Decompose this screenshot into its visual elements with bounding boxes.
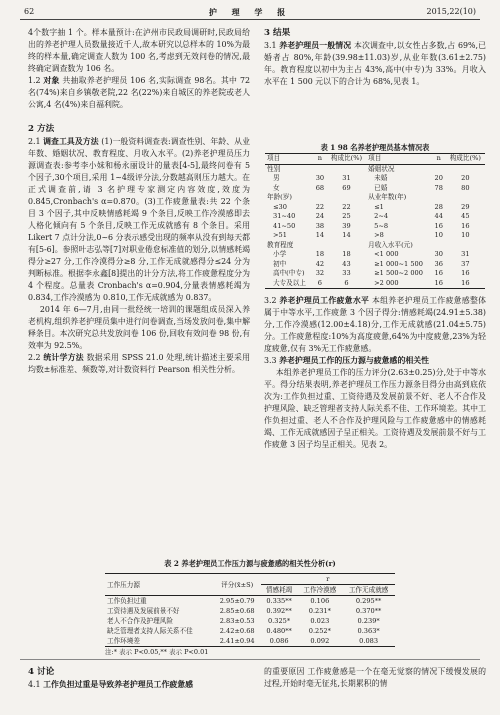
section-3-heading: 3 结果 (264, 28, 291, 38)
table-cell: 缺乏管理者支持人际关系不佳 (107, 627, 193, 635)
table-cell: 36 (434, 259, 443, 268)
table-cell: 6 (313, 279, 327, 289)
t1-header-cell: n (432, 154, 446, 165)
table-cell: 16 (432, 279, 446, 289)
table-cell (327, 164, 366, 174)
table-cell: 24 (315, 212, 325, 220)
table2-caption: 表 2 养老护理员工作压力源与疲惫感的相关性分析(r) (164, 559, 336, 568)
table-cell: 0.252* (308, 627, 331, 635)
table-cell: 30 (315, 174, 325, 182)
table-cell: >8 (374, 231, 384, 239)
table-cell: 0.392** (266, 607, 292, 615)
table-cell: 6 (327, 279, 366, 289)
t2-header-item: 工作压力源 (105, 574, 214, 596)
table-cell: 性别 (267, 164, 281, 173)
page-number: 62 (24, 7, 35, 16)
table-cell: <1 000 (374, 250, 399, 258)
table-cell: 39 (342, 221, 351, 230)
table-row (105, 616, 395, 626)
table-cell: 0.295** (355, 597, 382, 605)
table-cell: >2 000 (366, 279, 432, 289)
table-cell: 工资待遇及发展前景不好 (107, 607, 180, 615)
table1 (265, 153, 485, 289)
table-cell (313, 241, 327, 251)
table-cell: 婚姻状况 (368, 164, 395, 173)
table-cell: 老人不合作及护理风险 (107, 617, 173, 625)
table-cell: 18 (342, 250, 351, 258)
table-cell: 高中(中专) (273, 269, 305, 277)
table-cell: 初中 (273, 259, 287, 268)
table-row (105, 606, 395, 616)
table-cell: 2~4 (374, 212, 389, 220)
table-cell: 31~40 (273, 212, 296, 220)
t2-header-sub: 工作冷漠感 (297, 585, 342, 596)
issue-label: 2015,22(10) (426, 7, 476, 16)
table-cell: 33 (342, 269, 351, 277)
table-cell: 男 (273, 174, 280, 182)
table-cell: 月收入水平(元) (368, 240, 413, 249)
table-row (265, 241, 485, 251)
left-column (28, 27, 250, 376)
table-cell: 45 (461, 212, 470, 220)
t1-header-cell: 项目 (265, 154, 313, 165)
table-cell: 69 (342, 183, 351, 192)
table-cell: 16 (434, 221, 443, 230)
table-cell: 女 (273, 183, 280, 192)
t2-header-score: 评分(x̄±S) (214, 574, 261, 596)
table-cell: 2.83±0.53 (219, 617, 255, 625)
table-cell: ≤30 (273, 202, 287, 211)
table-cell: 18 (315, 250, 325, 258)
table-row (265, 279, 485, 289)
table-cell: 14 (342, 231, 351, 239)
table-cell: 0.023 (310, 617, 330, 625)
table-cell: 16 (446, 279, 485, 289)
table-cell: 44 (434, 212, 443, 220)
table-cell: 22 (342, 202, 351, 211)
table-cell: 未婚 (374, 174, 388, 182)
table-row (265, 184, 485, 194)
bottom-right (264, 666, 486, 690)
right-column-top (264, 27, 486, 88)
table-cell: 教育程度 (267, 240, 294, 249)
table-cell (327, 193, 366, 203)
table-cell: 16 (434, 269, 443, 277)
t2-header-sub: 情感耗竭 (261, 585, 298, 596)
table1-caption: 表 1 98 名养老护理员基本情况表 (320, 143, 430, 152)
table-cell: 68 (315, 183, 325, 192)
table-cell: 78 (434, 183, 443, 192)
table-cell: 30 (434, 250, 443, 258)
table-cell (432, 241, 446, 251)
table-cell: 0.239* (357, 617, 380, 625)
section-3-3: 3.3 养老护理员工作的压力源与疲惫感的相关性 (264, 356, 430, 365)
table-cell: 小学 (273, 250, 287, 258)
table-cell: 20 (434, 174, 443, 182)
table-cell: 43 (342, 259, 351, 268)
table-cell: 41~50 (273, 221, 296, 230)
table2-note: 注:* 表示 P<0.05,** 表示 P<0.01 (105, 648, 209, 656)
table-cell (446, 241, 485, 251)
table-cell: 0.106 (310, 597, 330, 605)
table-cell: 10 (434, 231, 443, 239)
table-cell: 2.42±0.68 (219, 627, 255, 635)
section-1-2: 1.2 对象 共抽取养老护理员 106 名,实际调查 98名。其中 72 名(74%)来自乡镇敬老院,22 名(22%)来自城区的养老院或老人公寓,4 名(4%)来自福利院。 (28, 76, 250, 109)
table-row (105, 636, 395, 647)
table-cell: 14 (315, 231, 325, 239)
table-row (265, 203, 485, 213)
table-cell: 25 (342, 212, 351, 220)
section-3-2: 3.2 养老护理员工作疲惫水平 本组养老护理员工作疲惫感整体属于中等水平,工作疲惫 3 个因子得分:情感耗竭(24.91±5.38)分,工作冷漠感(12.00±4.18)分,工作无成就感(21.04±5.75)分。工作疲惫程度:10%为高度疲惫,64%为中度疲惫,23%为轻度疲惫,仅有 3%无工作疲惫感。 (264, 296, 486, 353)
table-cell: 2.95±0.79 (219, 597, 255, 605)
table-cell: 28 (434, 202, 443, 211)
table-cell: 0.092 (297, 636, 342, 647)
table-cell: 38 (315, 221, 325, 230)
table-cell: 0.363* (357, 627, 380, 635)
section-3-1: 3.1 养老护理员一般情况 本次调查中,以女性占多数,占 69%,已婚者占 80%,年龄(39.98±11.03)岁,从业年数(3.61±2.75)年。教育程度以初中为主占 43%,高中(中专)为 33%。月收入水平在 1 500 元以下的合计为 68%,见表 1。 (264, 41, 486, 86)
table-cell: ≥1 000~1 500 (374, 259, 423, 268)
table-cell: 0.231* (308, 607, 331, 615)
table-row (265, 231, 485, 241)
section-2-heading: 2 方法 (28, 124, 55, 134)
table-cell: 22 (315, 202, 325, 211)
table-cell: 10 (461, 231, 470, 239)
journal-title: 护 理 学 报 (208, 7, 292, 17)
bottom-left (28, 666, 250, 691)
table-cell: ≤1 (374, 202, 384, 211)
table-cell: 2.85±0.68 (219, 607, 255, 615)
table-cell: 已婚 (374, 183, 388, 192)
table-row (265, 164, 485, 174)
t1-header-cell: 构成比(%) (327, 154, 366, 165)
t1-header-cell: 构成比(%) (446, 154, 485, 165)
table-cell: 16 (461, 269, 470, 277)
t2-header-sub: 工作无成就感 (342, 585, 395, 596)
table-cell: 31 (461, 250, 470, 258)
table-cell: 80 (461, 183, 470, 192)
section-2-2: 2.2 统计学方法 数据采用 SPSS 21.0 处理,统计描述主要采用均数±标准差、频数等,对计数资料行 Pearson 相关性分析。 (28, 353, 250, 374)
table-cell: 0.335** (266, 597, 292, 605)
table-row (265, 193, 485, 203)
table-cell (432, 193, 446, 203)
table-cell: 0.086 (261, 636, 298, 647)
table-cell: 大专及以上 (265, 279, 313, 289)
section-4-1-continued: 的重要原因 工作疲惫感是一个在毫无觉察的情况下缓慢发展的过程,开始时毫无征兆,长期累积的情 (264, 667, 486, 688)
intro-paragraph: 4个数字抽 1 个。样本量预计:在泸州市民政局调研时,民政局给出的养老护理人员数量接近千人,故本研究以总样本的 10%为最终的样本量,确定调查人数为 100 名,考虑到无效问卷的情况,最终确定调查数为 106 名。 (28, 28, 250, 73)
section-4-heading: 4 讨论 (28, 667, 55, 677)
table-cell (313, 164, 327, 174)
table-cell: 从业年数(年) (368, 193, 407, 201)
table-row (105, 626, 395, 636)
table-cell (446, 164, 485, 174)
table-cell: 20 (461, 174, 470, 182)
running-header (20, 4, 480, 20)
section-3-3-text: 本组养老护理员工作的压力评分(2.63±0.25)分,处于中等水平。得分结果表明,养老护理员工作压力源条目得分由高到底依次为:工作负担过重、工资待遇及发展前景不好、老人不合作及护理风险、缺乏管理者支持人际关系不佳、工作环境差。其中工作负担过重、老人不合作及护理风险与工作疲惫感中的情感耗竭、工作无成就感因子呈正相关。工资待遇及发展前景不好与工作疲惫 3 因子均呈正相关。见表 2。 (264, 368, 486, 449)
table-cell (313, 193, 327, 203)
table-cell: 37 (461, 259, 470, 268)
table-row (105, 596, 395, 607)
table-cell: 29 (461, 202, 470, 211)
t1-header-cell: n (313, 154, 327, 165)
table-cell: 工作环境差 (105, 636, 214, 647)
table-cell (446, 193, 485, 203)
t1-header-row (265, 154, 485, 165)
table-cell: 0.325* (267, 617, 291, 625)
table-cell (432, 164, 446, 174)
table-row (265, 269, 485, 279)
table-cell (327, 241, 366, 251)
table-cell: 16 (461, 221, 470, 230)
table-cell: 5~8 (374, 221, 389, 230)
table2 (105, 573, 395, 647)
table-row (265, 222, 485, 232)
table-cell: 2.41±0.94 (214, 636, 261, 647)
table-cell: 0.083 (342, 636, 395, 647)
right-column-bottom (264, 295, 486, 451)
t2-header-r: r (261, 574, 395, 585)
table-cell: ≥1 500~2 000 (374, 269, 423, 277)
table-row (265, 260, 485, 270)
t1-header-cell: 项目 (366, 154, 432, 165)
section-divider (20, 659, 480, 660)
section-2-1: 2.1 调查工具及方法 (1)一般资料调查表:调查性别、年龄、从业年数、婚姻状况、教育程度、月收入水平。(2)养老护理员压力源调查表:参考李小妹和杨永丽设计的量表[4-5],最终问卷有 5 个因子,30个项目,采用 1~4级评分法,分数越高则压力越大。在正式调查前,请 3 名护理专家测定内容效度,效度为 0.845,Cronbach's α=0.870。(3)工作疲惫量表:共 22 个条目 3 个因子,其中反映情感耗竭 9 个条目,反映工作冷漠感即去人格化倾向有 5 个条目,反映工作无成就感有 8 个条目。采用 Likert 7 点计分法,0~6 分表示感受出现的频率从没有到每天都有[5-6]。参照叶志弘等[7]对职业倦怠标准值的划分,以情感耗竭得分≥27 分,工作冷漠得分≥8 分,工作无成就感得分≤24 分为判断标准。根据李永鑫[8]提出的计分方法,将工作疲惫程度分为 4 个程度。总量表 Cronbach's α=0.904,分量表情感耗竭为 0.834,工作冷漠感为 0.810,工作无成就感为 0.837。 (28, 137, 250, 302)
table-cell: 工作负担过重 (107, 597, 147, 605)
section-2-1-survey: 2014 年 6—7月,由同一批经统一培训的课题组成员深入养老机构,组织养老护理员集中进行问卷调查,当场发放问卷,集中解释条目。本次研究总共发放问卷 106 份,回收有效问卷 98 份,有效率为 92.5%。 (28, 305, 250, 350)
table-cell: 32 (315, 269, 325, 277)
table-cell: 0.480** (266, 627, 292, 635)
table-cell: 31 (342, 174, 351, 182)
section-4-1: 4.1 工作负担过重是导致养老护理员工作疲惫感 (28, 680, 194, 689)
table-row (265, 250, 485, 260)
table-cell: 0.370** (355, 607, 382, 615)
table-cell: 年龄(岁) (267, 193, 292, 201)
table-row (265, 174, 485, 184)
table-row (265, 212, 485, 222)
table-cell: 42 (315, 259, 325, 268)
table-cell: >51 (273, 231, 287, 239)
header-rule (20, 19, 480, 20)
